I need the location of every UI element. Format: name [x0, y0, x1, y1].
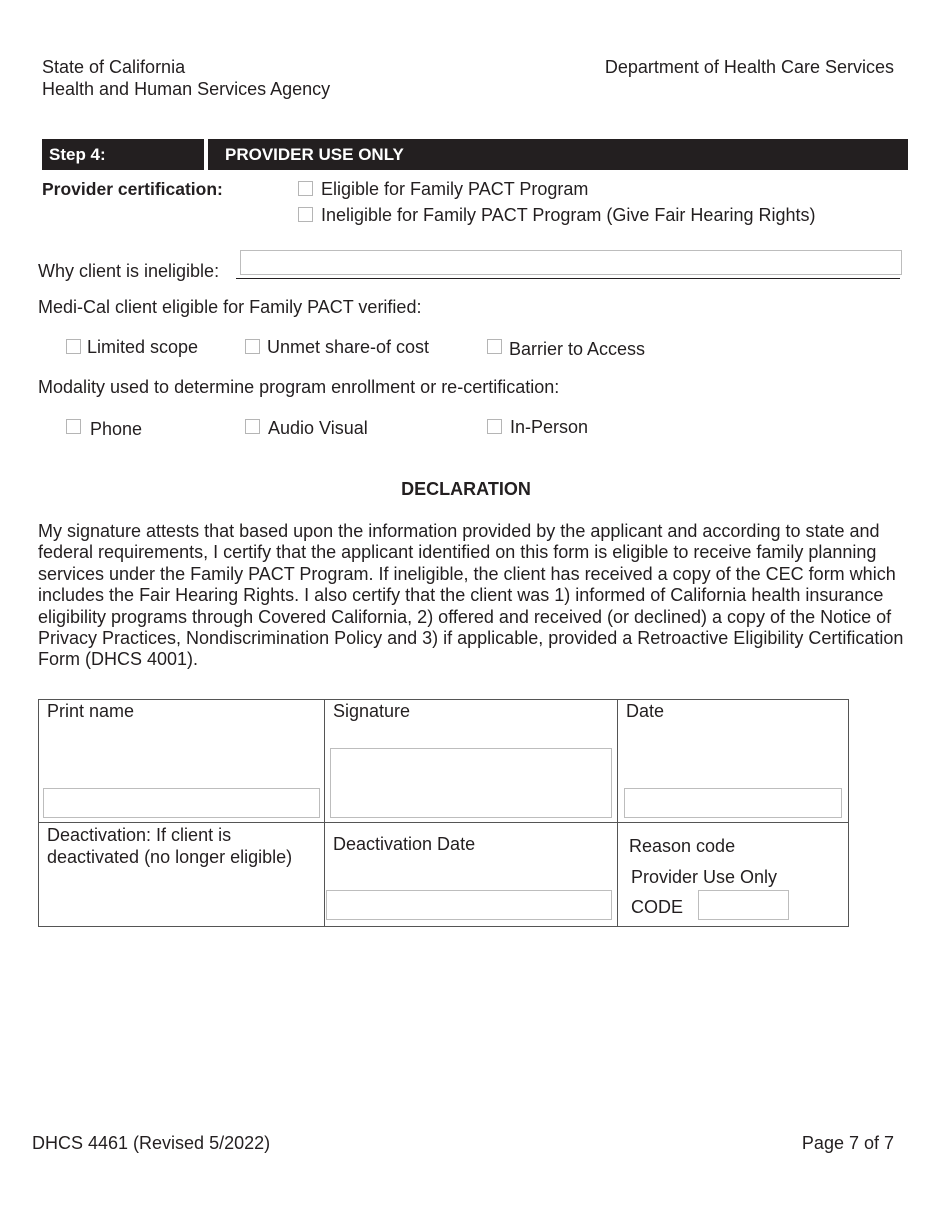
unmet-share-of-cost-checkbox[interactable]: [245, 339, 260, 354]
code-label: CODE: [631, 897, 684, 917]
in-person-checkbox[interactable]: [487, 419, 502, 434]
step-title: PROVIDER USE ONLY: [208, 139, 908, 170]
deactivation-label: Deactivation: If client is deactivated (no longer eligible): [47, 825, 293, 867]
table-border-middle: [38, 822, 849, 823]
date-label: Date: [626, 701, 665, 721]
department-name: Department of Health Care Services: [604, 57, 894, 77]
ineligible-reason-input[interactable]: [240, 250, 902, 275]
limited-scope-checkbox[interactable]: [66, 339, 81, 354]
page-number: Page 7 of 7: [801, 1133, 894, 1153]
declaration-title: DECLARATION: [401, 479, 531, 499]
date-input[interactable]: [624, 788, 842, 818]
eligible-checkbox[interactable]: [298, 181, 313, 196]
phone-label: Phone: [90, 419, 143, 439]
medical-verified-label: Medi-Cal client eligible for Family PACT verified:: [38, 297, 422, 317]
table-divider-1: [324, 699, 325, 927]
agency-name: Health and Human Services Agency: [42, 79, 331, 99]
step-label: Step 4:: [42, 139, 204, 170]
ineligible-checkbox[interactable]: [298, 207, 313, 222]
eligible-option-label: Eligible for Family PACT Program: [321, 179, 589, 199]
table-divider-2: [617, 699, 618, 927]
signature-input[interactable]: [330, 748, 612, 818]
ineligible-reason-underline: [236, 278, 900, 279]
reason-code-input[interactable]: [698, 890, 789, 920]
limited-scope-label: Limited scope: [87, 337, 199, 357]
barrier-to-access-label: Barrier to Access: [509, 339, 646, 359]
provider-certification-label: Provider certification:: [42, 179, 223, 199]
table-border-left: [38, 699, 39, 927]
table-border-bottom: [38, 926, 849, 927]
signature-label: Signature: [333, 701, 411, 721]
phone-checkbox[interactable]: [66, 419, 81, 434]
table-border-top: [38, 699, 849, 700]
unmet-share-of-cost-label: Unmet share-of cost: [267, 337, 430, 357]
in-person-label: In-Person: [510, 417, 589, 437]
print-name-input[interactable]: [43, 788, 320, 818]
ineligible-option-label: Ineligible for Family PACT Program (Give Fair Hearing Rights): [321, 205, 816, 225]
modality-label: Modality used to determine program enrollment or re-certification:: [38, 377, 560, 397]
provider-use-only-label: Provider Use Only: [631, 867, 778, 887]
agency-state: State of California: [42, 57, 186, 77]
audio-visual-checkbox[interactable]: [245, 419, 260, 434]
ineligible-reason-label: Why client is ineligible:: [38, 261, 220, 281]
print-name-label: Print name: [47, 701, 135, 721]
deactivation-date-label: Deactivation Date: [333, 834, 476, 854]
audio-visual-label: Audio Visual: [268, 418, 368, 438]
form-id: DHCS 4461 (Revised 5/2022): [32, 1133, 271, 1153]
deactivation-date-input[interactable]: [326, 890, 612, 920]
declaration-text: My signature attests that based upon the information provided by the applicant and according to state and federal requirements, I certify that the applicant identified on this form is eligible to receive family planning services under the Family PACT Program. If ineligible, the client has received a copy of the CEC form which includes the Fair Hearing Rights. I also certify that the client was 1) informed of California health insurance eligibility programs through Covered California, 2) offered and received (or declined) a copy of the Notice of Privacy Practices, Nondiscrimination Policy and 3) if applicable, provided a Retroactive Eligibility Certification Form (DHCS 4001).: [38, 521, 904, 670]
reason-code-label: Reason code: [629, 836, 736, 856]
barrier-to-access-checkbox[interactable]: [487, 339, 502, 354]
table-border-right: [848, 699, 849, 927]
